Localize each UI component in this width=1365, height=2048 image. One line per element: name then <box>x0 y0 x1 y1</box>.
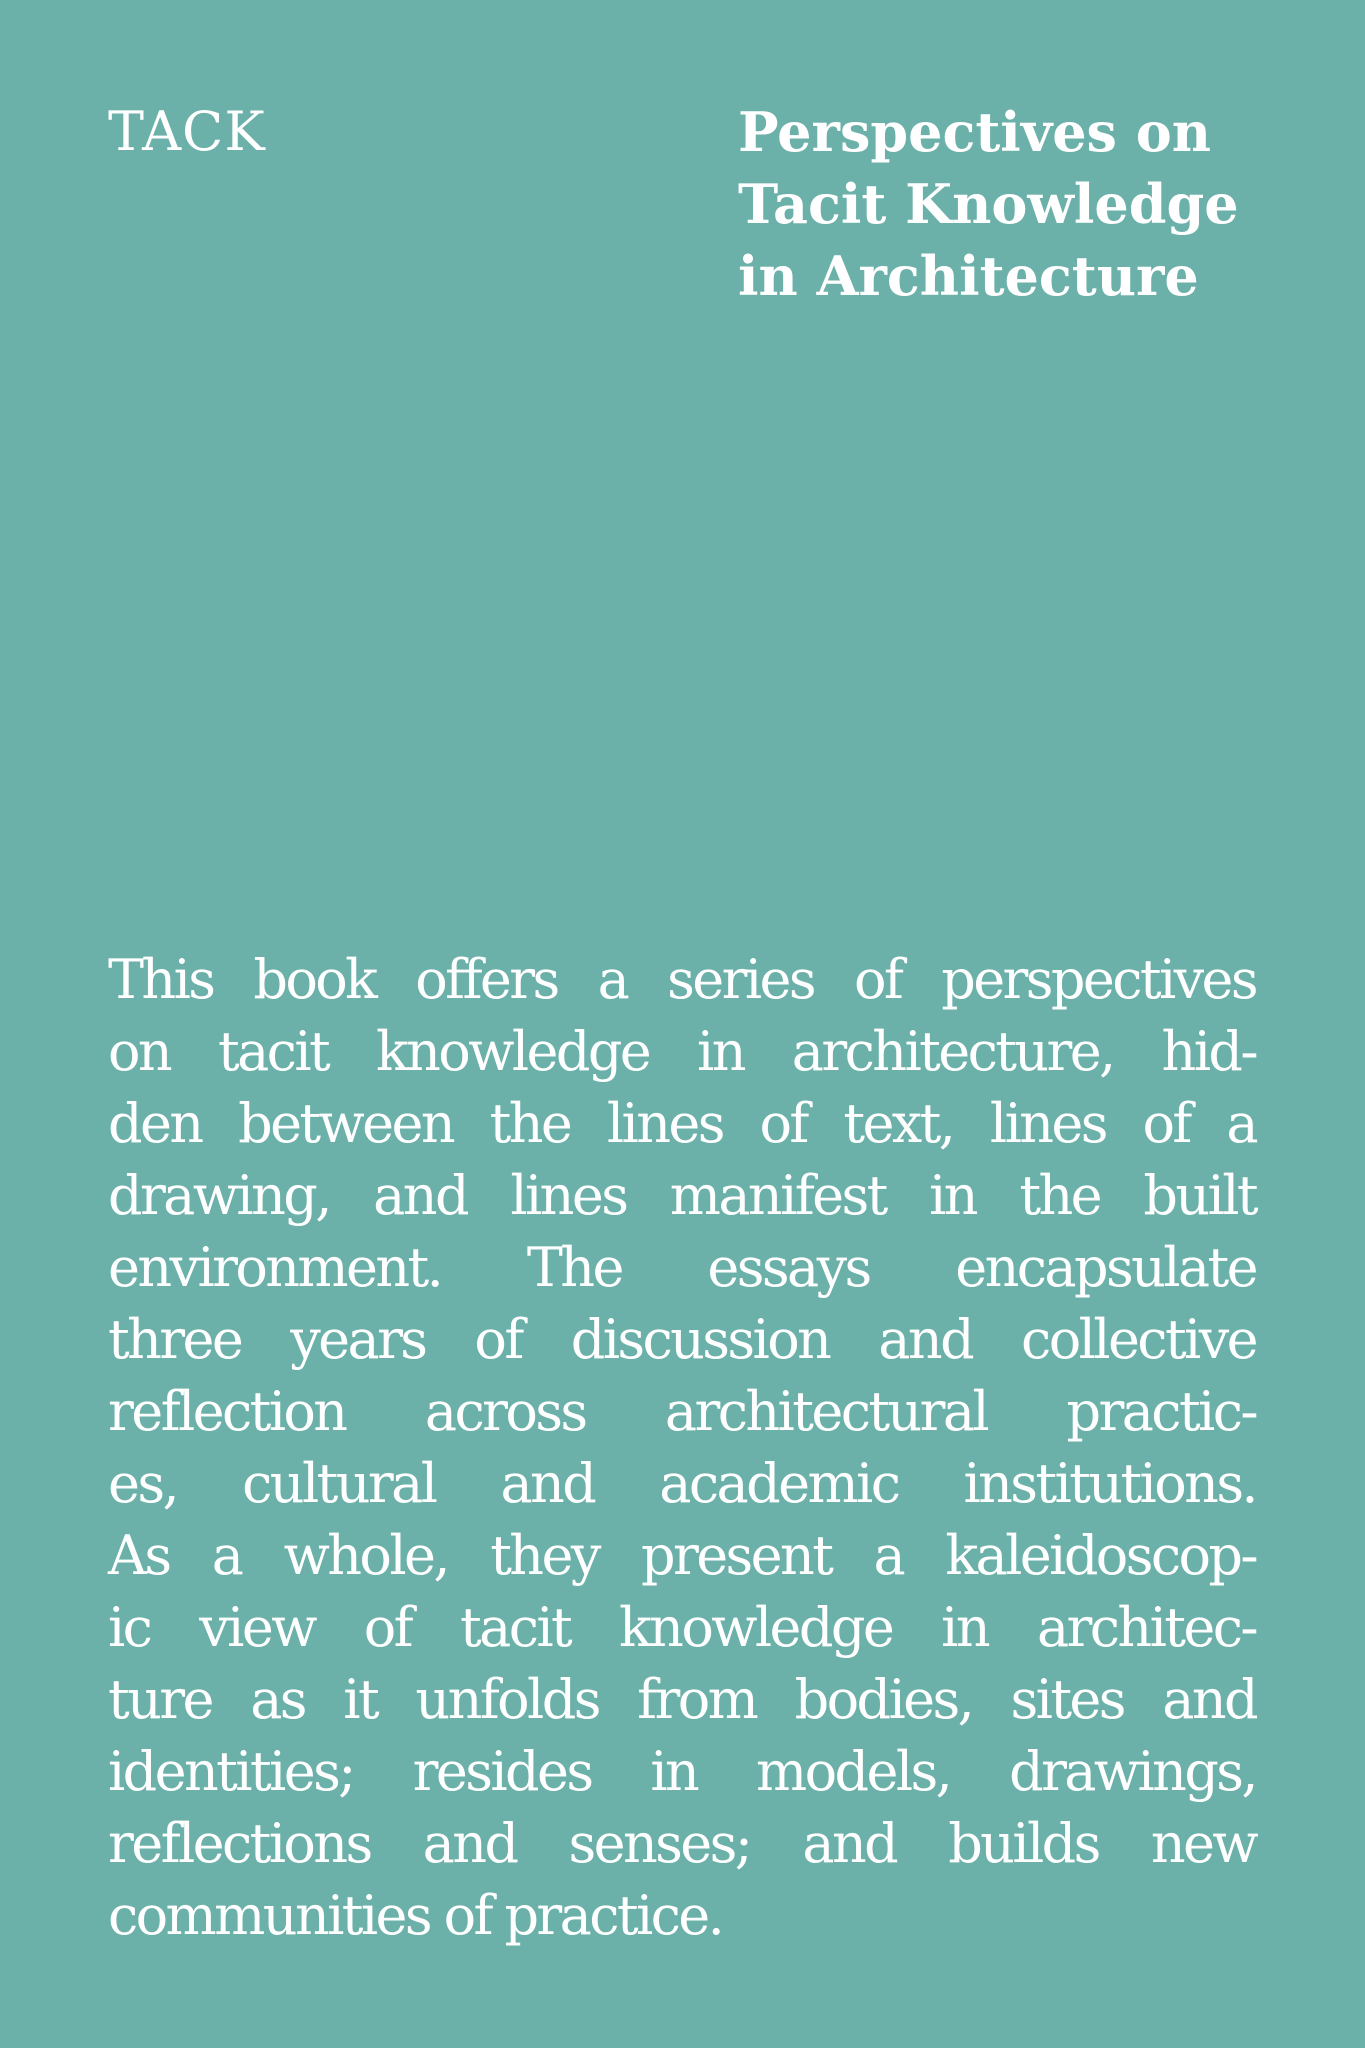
description-line: on tacit knowledge in architecture, hid- <box>108 1020 1256 1083</box>
description-line: As a whole, they present a kaleidoscop- <box>108 1524 1256 1587</box>
description-line: environment. The essays encapsulate <box>108 1236 1256 1299</box>
title-line: in Architecture <box>738 244 1199 308</box>
title-line: Tacit Knowledge <box>738 172 1239 236</box>
description-line: den between the lines of text, lines of a <box>108 1092 1256 1155</box>
description-line: communities of practice. <box>108 1884 723 1947</box>
series-label: TACK <box>108 100 266 163</box>
description-line: three years of discussion and collective <box>108 1308 1256 1371</box>
description-line: This book offers a series of perspectives <box>108 948 1256 1011</box>
description-line: reflection across architectural practic- <box>108 1380 1256 1443</box>
description-line: es, cultural and academic institutions. <box>108 1452 1256 1515</box>
description-line: ic view of tacit knowledge in architec- <box>108 1596 1256 1659</box>
description-line: reflections and senses; and builds new <box>108 1812 1256 1875</box>
description-line: identities; resides in models, drawings, <box>108 1740 1256 1803</box>
book-description <box>108 944 1256 1952</box>
description-line: drawing, and lines manifest in the built <box>108 1164 1256 1227</box>
description-line: ture as it unfolds from bodies, sites and <box>108 1668 1256 1731</box>
book-title <box>738 96 1239 312</box>
title-line: Perspectives on <box>738 100 1212 164</box>
